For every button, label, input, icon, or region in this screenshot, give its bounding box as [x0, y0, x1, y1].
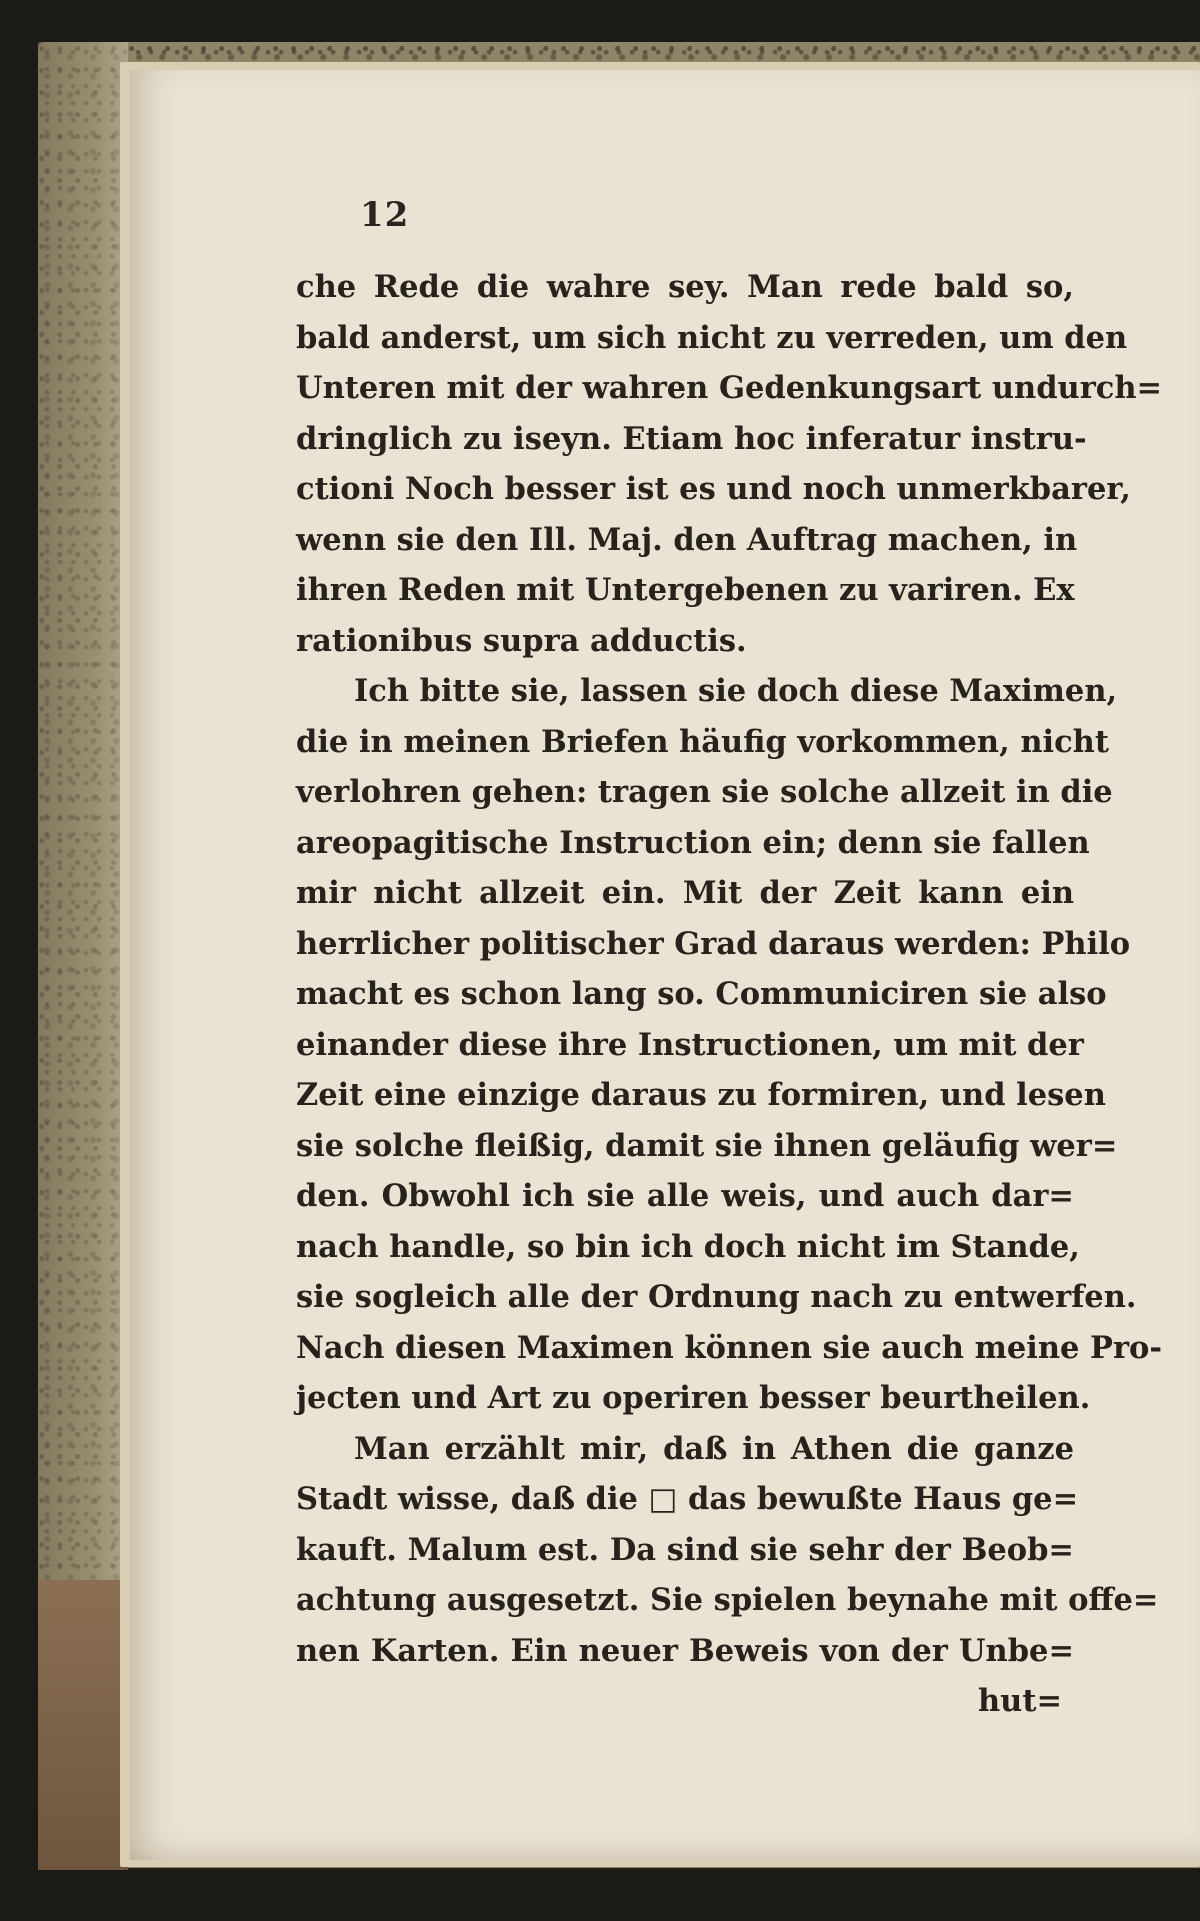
- text-line: verlohren gehen: tragen sie solche allzeit in die: [296, 774, 1113, 810]
- text-line: macht es schon lang so. Communiciren sie also: [296, 976, 1107, 1012]
- page-number: 12: [360, 195, 410, 235]
- text-line: ihren Reden mit Untergebenen zu variren. Ex: [296, 572, 1075, 608]
- paragraph-start-line: Man erzählt mir, daß in Athen die ganze: [354, 1430, 1074, 1467]
- text-line: einander diese ihre Instructionen, um mit der: [296, 1026, 1084, 1063]
- leather-corner: [38, 1580, 128, 1870]
- text-line: sie sogleich alle der Ordnung nach zu entwerfen.: [296, 1279, 1137, 1315]
- text-line: che Rede die wahre sey. Man rede bald so,: [296, 269, 1074, 305]
- text-line: areopagitische Instruction ein; denn sie fallen: [296, 824, 1090, 861]
- text-line: wenn sie den Ill. Maj. den Auftrag machen, in: [296, 521, 1078, 558]
- text-line: Zeit eine einzige daraus zu formiren, und lesen: [296, 1077, 1106, 1113]
- text-line: nen Karten. Ein neuer Beweis von der Unbe=: [296, 1632, 1074, 1669]
- text-line: dringlich zu iseyn. Etiam hoc inferatur instru-: [296, 420, 1087, 457]
- paragraph-start-line: Ich bitte sie, lassen sie doch diese Maximen,: [354, 673, 1118, 709]
- catchword: hut=: [978, 1683, 1062, 1719]
- text-line: ctioni Noch besser ist es und noch unmerkbarer,: [296, 471, 1131, 507]
- text-line: nach handle, so bin ich doch nicht im Stande,: [296, 1228, 1080, 1265]
- text-line: achtung ausgesetzt. Sie spielen beynahe mit offe=: [296, 1582, 1159, 1618]
- page-text: [296, 262, 1163, 1727]
- text-line: jecten und Art zu operiren besser beurtheilen.: [296, 1380, 1091, 1416]
- text-line: den. Obwohl ich sie alle weis, und auch dar=: [296, 1178, 1074, 1214]
- text-line: herrlicher politischer Grad daraus werden: Philo: [296, 925, 1131, 962]
- text-line: mir nicht allzeit ein. Mit der Zeit kann ein: [296, 875, 1074, 911]
- text-line: Nach diesen Maximen können sie auch meine Pro-: [296, 1329, 1163, 1366]
- text-line: bald anderst, um sich nicht zu verreden, um den: [296, 319, 1128, 356]
- text-line: die in meinen Briefen häufig vorkommen, nicht: [296, 723, 1109, 760]
- text-line: sie solche fleißig, damit sie ihnen geläufig wer=: [296, 1127, 1118, 1164]
- text-line: Unteren mit der wahren Gedenkungsart undurch=: [296, 370, 1163, 406]
- text-line: rationibus supra adductis.: [296, 622, 747, 659]
- text-line: Stadt wisse, daß die □ das bewußte Haus ge=: [296, 1481, 1079, 1517]
- text-line: kauft. Malum est. Da sind sie sehr der Beob=: [296, 1531, 1074, 1568]
